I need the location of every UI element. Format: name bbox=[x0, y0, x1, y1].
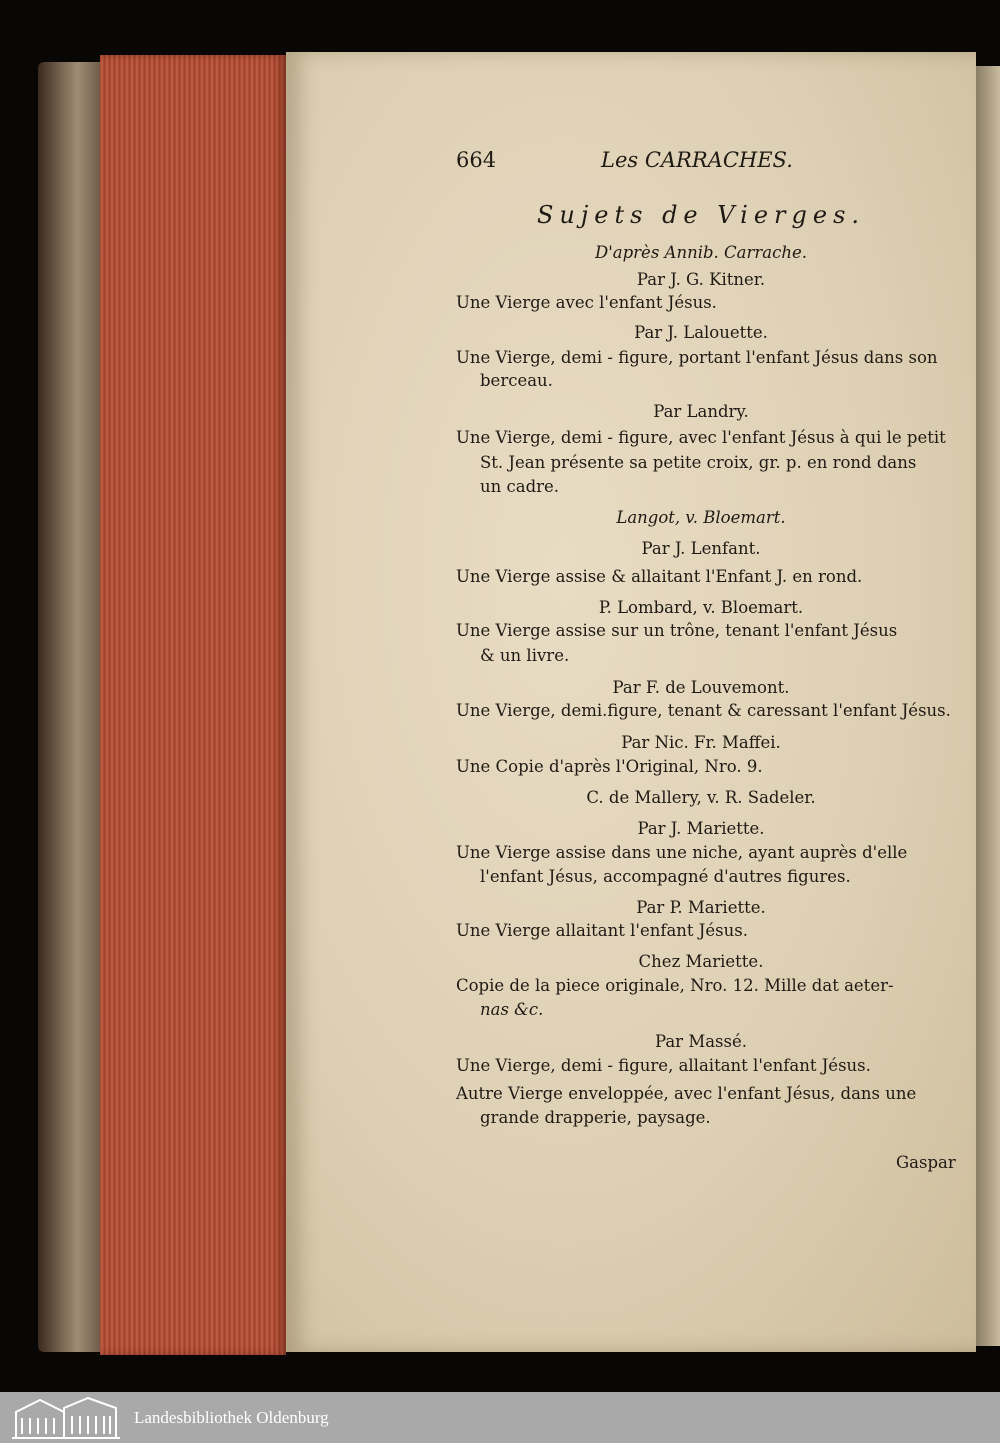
entry-line: Autre Vierge enveloppée, avec l'enfant Jésus, dans une bbox=[456, 1084, 917, 1103]
engraver-line: Par Massé. bbox=[654, 1032, 747, 1051]
entry-line: Une Vierge assise & allaitant l'Enfant J. en rond. bbox=[456, 567, 863, 586]
engraver-line: Par J. Lenfant. bbox=[641, 539, 761, 558]
entry-line: Une Copie d'après l'Original, Nro. 9. bbox=[456, 757, 763, 776]
entry-line: un cadre. bbox=[480, 477, 560, 496]
catchword: Gaspar bbox=[896, 1153, 956, 1172]
entry-line: berceau. bbox=[480, 371, 553, 390]
engraver-line: Langot, v. Bloemart. bbox=[616, 508, 786, 527]
engraver-line: Par J. Mariette. bbox=[637, 819, 765, 838]
library-building-icon[interactable] bbox=[10, 1394, 122, 1440]
facing-page-edge bbox=[976, 66, 1000, 1346]
section-title: Sujets de Vierges. bbox=[536, 201, 866, 229]
engraver-line: Par F. de Louvemont. bbox=[612, 678, 790, 697]
library-footer bbox=[0, 1392, 1000, 1443]
entry-line: Une Vierge avec l'enfant Jésus. bbox=[456, 293, 717, 312]
library-name[interactable]: Landesbibliothek Oldenburg bbox=[134, 1408, 329, 1427]
entry-line: l'enfant Jésus, accompagné d'autres figures. bbox=[480, 867, 851, 886]
entry-line: Une Vierge, demi - figure, avec l'enfant Jésus à qui le petit bbox=[456, 428, 946, 447]
entry-line: & un livre. bbox=[480, 646, 570, 665]
entry-line: Une Vierge assise dans une niche, ayant auprès d'elle bbox=[456, 843, 908, 862]
engraver-line: Par J. G. Kitner. bbox=[636, 270, 766, 289]
engraver-line: Par P. Mariette. bbox=[636, 898, 766, 917]
engraver-line: C. de Mallery, v. R. Sadeler. bbox=[586, 788, 816, 807]
entry-line: nas &c. bbox=[480, 1000, 544, 1019]
page-edges bbox=[100, 55, 286, 1355]
engraver-line: Par Nic. Fr. Maffei. bbox=[621, 733, 781, 752]
entry-line: Une Vierge, demi.figure, tenant & caressant l'enfant Jésus. bbox=[456, 701, 951, 720]
engraver-line: Par Landry. bbox=[653, 402, 749, 421]
entry-line: Copie de la piece originale, Nro. 12. Mille dat aeter- bbox=[456, 976, 894, 995]
entry-line: St. Jean présente sa petite croix, gr. p. en rond dans bbox=[480, 453, 917, 472]
engraver-line: Par J. Lalouette. bbox=[634, 323, 768, 342]
engraver-line: Chez Mariette. bbox=[638, 952, 764, 971]
page-number: 664 bbox=[456, 148, 497, 172]
entry-line: grande drapperie, paysage. bbox=[480, 1108, 711, 1127]
entry-line: Une Vierge, demi - figure, allaitant l'enfant Jésus. bbox=[456, 1056, 871, 1075]
engraver-line: P. Lombard, v. Bloemart. bbox=[598, 598, 804, 617]
entry-line: Une Vierge, demi - figure, portant l'enfant Jésus dans son bbox=[456, 348, 938, 367]
attribution-line: D'après Annib. Carrache. bbox=[595, 243, 807, 262]
entry-line: Une Vierge allaitant l'enfant Jésus. bbox=[456, 921, 748, 940]
running-head: Les CARRACHES. bbox=[601, 148, 793, 172]
entry-line: Une Vierge assise sur un trône, tenant l'enfant Jésus bbox=[456, 621, 898, 640]
